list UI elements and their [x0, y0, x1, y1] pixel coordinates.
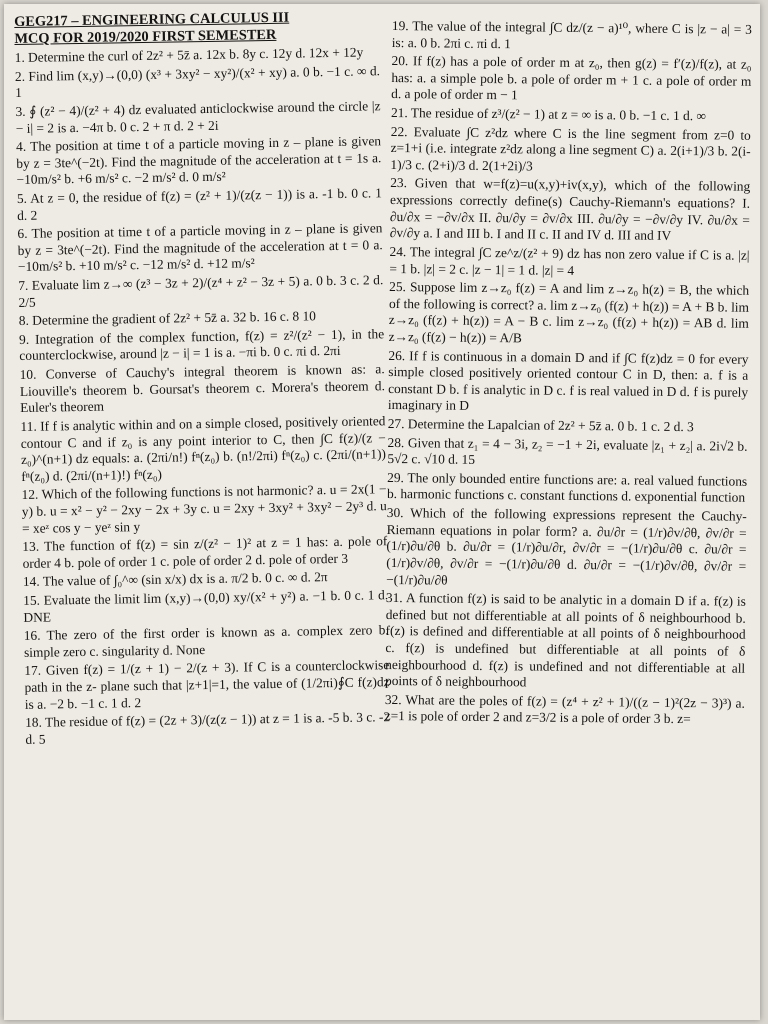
question-24: 24. The integral ∫C ze^z/(z² + 9) dz has non zero value if C is a. |z| = 1 b. |z| = 2 c. |z − 1| = 1 d. |z| = 4: [389, 243, 750, 278]
question-23: 23. Given that w=f(z)=u(x,y)+iv(x,y), which of the following expressions correctly define(s) Cauchy-Riemann's equations? I. ∂u/∂x = −∂v/∂x II. ∂u/∂y = ∂v/∂x III. ∂u/∂y = −∂v/∂y IV. ∂u/∂x = ∂v/∂y a. I and III b. I and II c. II and IV d. III and IV: [389, 175, 751, 244]
question-10: 10. Converse of Cauchy's integral theorem is known as: a. Liouville's theorem b. Goursat's theorem c. Morera's theorem d. Euler's theorem: [19, 361, 385, 416]
question-9: 9. Integration of the complex function, f(z) = z²/(z² − 1), in the counterclockwise, around |z − i| = 1 is a. −πi b. 0 c. πi d. 2πi: [18, 326, 385, 364]
semester-title: MCQ FOR 2019/2020 FIRST SEMESTER: [14, 26, 277, 47]
question-17: 17. Given f(z) = 1/(z + 1) − 2/(z + 3). If C is a counterclockwise path in the z- plane such that |z+1|=1, the value of (1/2πi)∮C f(z)dz is a. −2 b. −1 c. 1 d. 2: [24, 657, 390, 712]
question-11: 11. If f is analytic within and on a simple closed, positively oriented contour C and if z₀ is any point interior to C, then ∫C f(z)/(z − z₀)^(n+1) dz equals: a. (2πi/n!) fⁿ(z₀) b. (n!/2πi) fⁿ(z₀) c. (2πi/(n+1)) fⁿ(z₀) d. (2πi/(n+1)!) fⁿ(z₀): [20, 413, 387, 484]
question-8: 8. Determine the gradient of 2z² + 5z̄ a. 32 b. 16 c. 8 10: [18, 308, 317, 329]
question-16: 16. The zero of the first order is known as a. complex zero b. simple zero c. singularity d. None: [23, 622, 389, 660]
question-28: 28. Given that z₁ = 4 − 3i, z₂ = −1 + 2i, evaluate |z₁ + z₂| a. 2i√2 b. 5√2 c. √10 d. 15: [387, 434, 748, 468]
question-1: 1. Determine the curl of 2z² + 5z̄ a. 12x b. 8y c. 12y d. 12x + 12y: [14, 44, 364, 66]
question-7: 7. Evaluate lim z→∞ (z³ − 3z + 2)/(z⁴ + z² − 3z + 5) a. 0 b. 3 c. 2 d. 2/5: [18, 272, 384, 310]
question-27: 27. Determine the Lapalcian of 2z² + 5z̄ a. 0 b. 1 c. 2 d. 3: [387, 415, 694, 435]
question-15: 15. Evaluate the limit lim (x,y)→(0,0) xy/(x² + y²) a. −1 b. 0 c. 1 d. DNE: [23, 587, 389, 625]
question-21: 21. The residue of z³/(z² − 1) at z = ∞ is a. 0 b. −1 c. 1 d. ∞: [390, 105, 707, 124]
question-5: 5. At z = 0, the residue of f(z) = (z² + 1)/(z(z − 1)) is a. -1 b. 0 c. 1 d. 2: [16, 185, 382, 223]
question-29: 29. The only bounded entire functions are: a. real valued functions b. harmonic functions c. constant functions d. exponential function: [386, 469, 748, 506]
question-2: 2. Find lim (x,y)→(0,0) (x³ + 3xy² − xy²)/(x² + xy) a. 0 b. −1 c. ∞ d. 1: [14, 62, 381, 101]
right-column: [382, 18, 752, 1018]
course-title: GEG217 – ENGINEERING CALCULUS III: [14, 9, 290, 30]
question-26: 26. If f is continuous in a domain D and if ∫C f(z)dz = 0 for every simple closed positively oriented contour C in D, then: a. f is a constant D b. f is analytic in D c. f is real valued in D d. f is purely imaginary in D: [387, 347, 749, 414]
exam-sheet: [4, 4, 760, 1020]
question-6: 6. The position at time t of a particle moving in z – plane is given by z = 3te^(−2t). Find the magnitude of the acceleration at t = 0 a. −10m/s² b. +10 m/s² c. −12 m/s² d. +12 m/s²: [17, 220, 383, 275]
question-30: 30. Which of the following expressions represent the Cauchy-Riemann equations in polar form? a. ∂u/∂r = (1/r)∂v/∂θ, ∂v/∂r = (1/r)∂u/∂θ b. ∂u/∂r = (1/r)∂u/∂r, ∂v/∂r = −(1/r)∂u/∂θ c. ∂u/∂r = (1/r)∂v/∂θ, ∂v/∂r = −(1/r)∂u/∂θ d. ∂u/∂r = −(1/r)∂v/∂θ, ∂v/∂r = −(1/r)∂u/∂θ: [386, 505, 747, 588]
question-25: 25. Suppose lim z→z₀ f(z) = A and lim z→z₀ h(z) = B, the which of the following is correct? a. lim z→z₀ (f(z) + h(z)) = A + B b. lim z→z₀ (f(z) + h(z)) = A − B c. lim z→z₀ (f(z) + h(z)) = AB d. lim z→z₀ (f(z) − h(z)) = A/B: [388, 279, 750, 346]
question-13: 13. The function of f(z) = sin z/(z² − 1)² at z = 1 has: a. pole of order 4 b. pole of order 1 c. pole of order 2 d. pole of order 3: [22, 533, 388, 571]
left-column: [14, 8, 395, 1014]
question-3: 3. ∮ (z² − 4)/(z² + 4) dz evaluated anticlockwise around the circle |z − i| = 2 is a. −4π b. 0 c. 2 + π d. 2 + 2i: [15, 98, 381, 136]
question-4: 4. The position at time t of a particle moving in z – plane is given by z = 3te^(−2t). Find the magnitude of the acceleration at t = 1s a. −10m/s² b. +6 m/s² c. −2 m/s² d. 0 m/s²: [15, 133, 382, 188]
question-20: 20. If f(z) has a pole of order m at z₀, then g(z) = f′(z)/f(z), at z₀ has: a. a simple pole b. a pole of order m + 1 c. a pole of order m d. a pole of order m − 1: [391, 53, 752, 103]
question-31: 31. A function f(z) is said to be analytic in a domain D if a. f(z) is defined but not differentiable at all points of δ neighbourhood b. f(z) is defined and differentiable at all points of δ neighbourhood c. f(z) is undefined but differentiable at all points of δ neighbourhood d. f(z) is undefined and not differentiable at all points of δ neighbourhood: [384, 590, 746, 690]
question-19: 19. The value of the integral ∫C dz/(z − a)¹⁰, where C is |z − a| = 3 is: a. 0 b. 2πi c. πi d. 1: [391, 18, 752, 51]
question-14: 14. The value of ∫₀^∞ (sin x/x) dx is a. π/2 b. 0 c. ∞ d. 2π: [22, 569, 328, 590]
exam-header: [14, 8, 379, 47]
question-32: 32. What are the poles of f(z) = (z⁴ + z² + 1)/((z − 1)²(2z − 3)³) a. z=1 is pole of order 2 and z=3/2 is a pole of order 3 b. z=: [384, 691, 745, 727]
question-18: 18. The residue of f(z) = (2z + 3)/(z(z − 1)) at z = 1 is a. -5 b. 3 c. -2 d. 5: [25, 709, 391, 747]
question-22: 22. Evaluate ∫C z²dz where C is the line segment from z=0 to z=1+i (i.e. integrate z²dz along a line segment C) a. 2(i+1)/3 b. 2(i-1)/3 c. (2+i)/3 d. 2(1+2i)/3: [390, 123, 751, 174]
question-12: 12. Which of the following functions is not harmonic? a. u = 2x(1 − y) b. u = x² − y² − 2xy − 2x + 3y c. u = 2xy + 3xy² + 3xy² − 2y³ d. u = xeᶻ cos y − yeᶻ sin y: [21, 481, 387, 536]
